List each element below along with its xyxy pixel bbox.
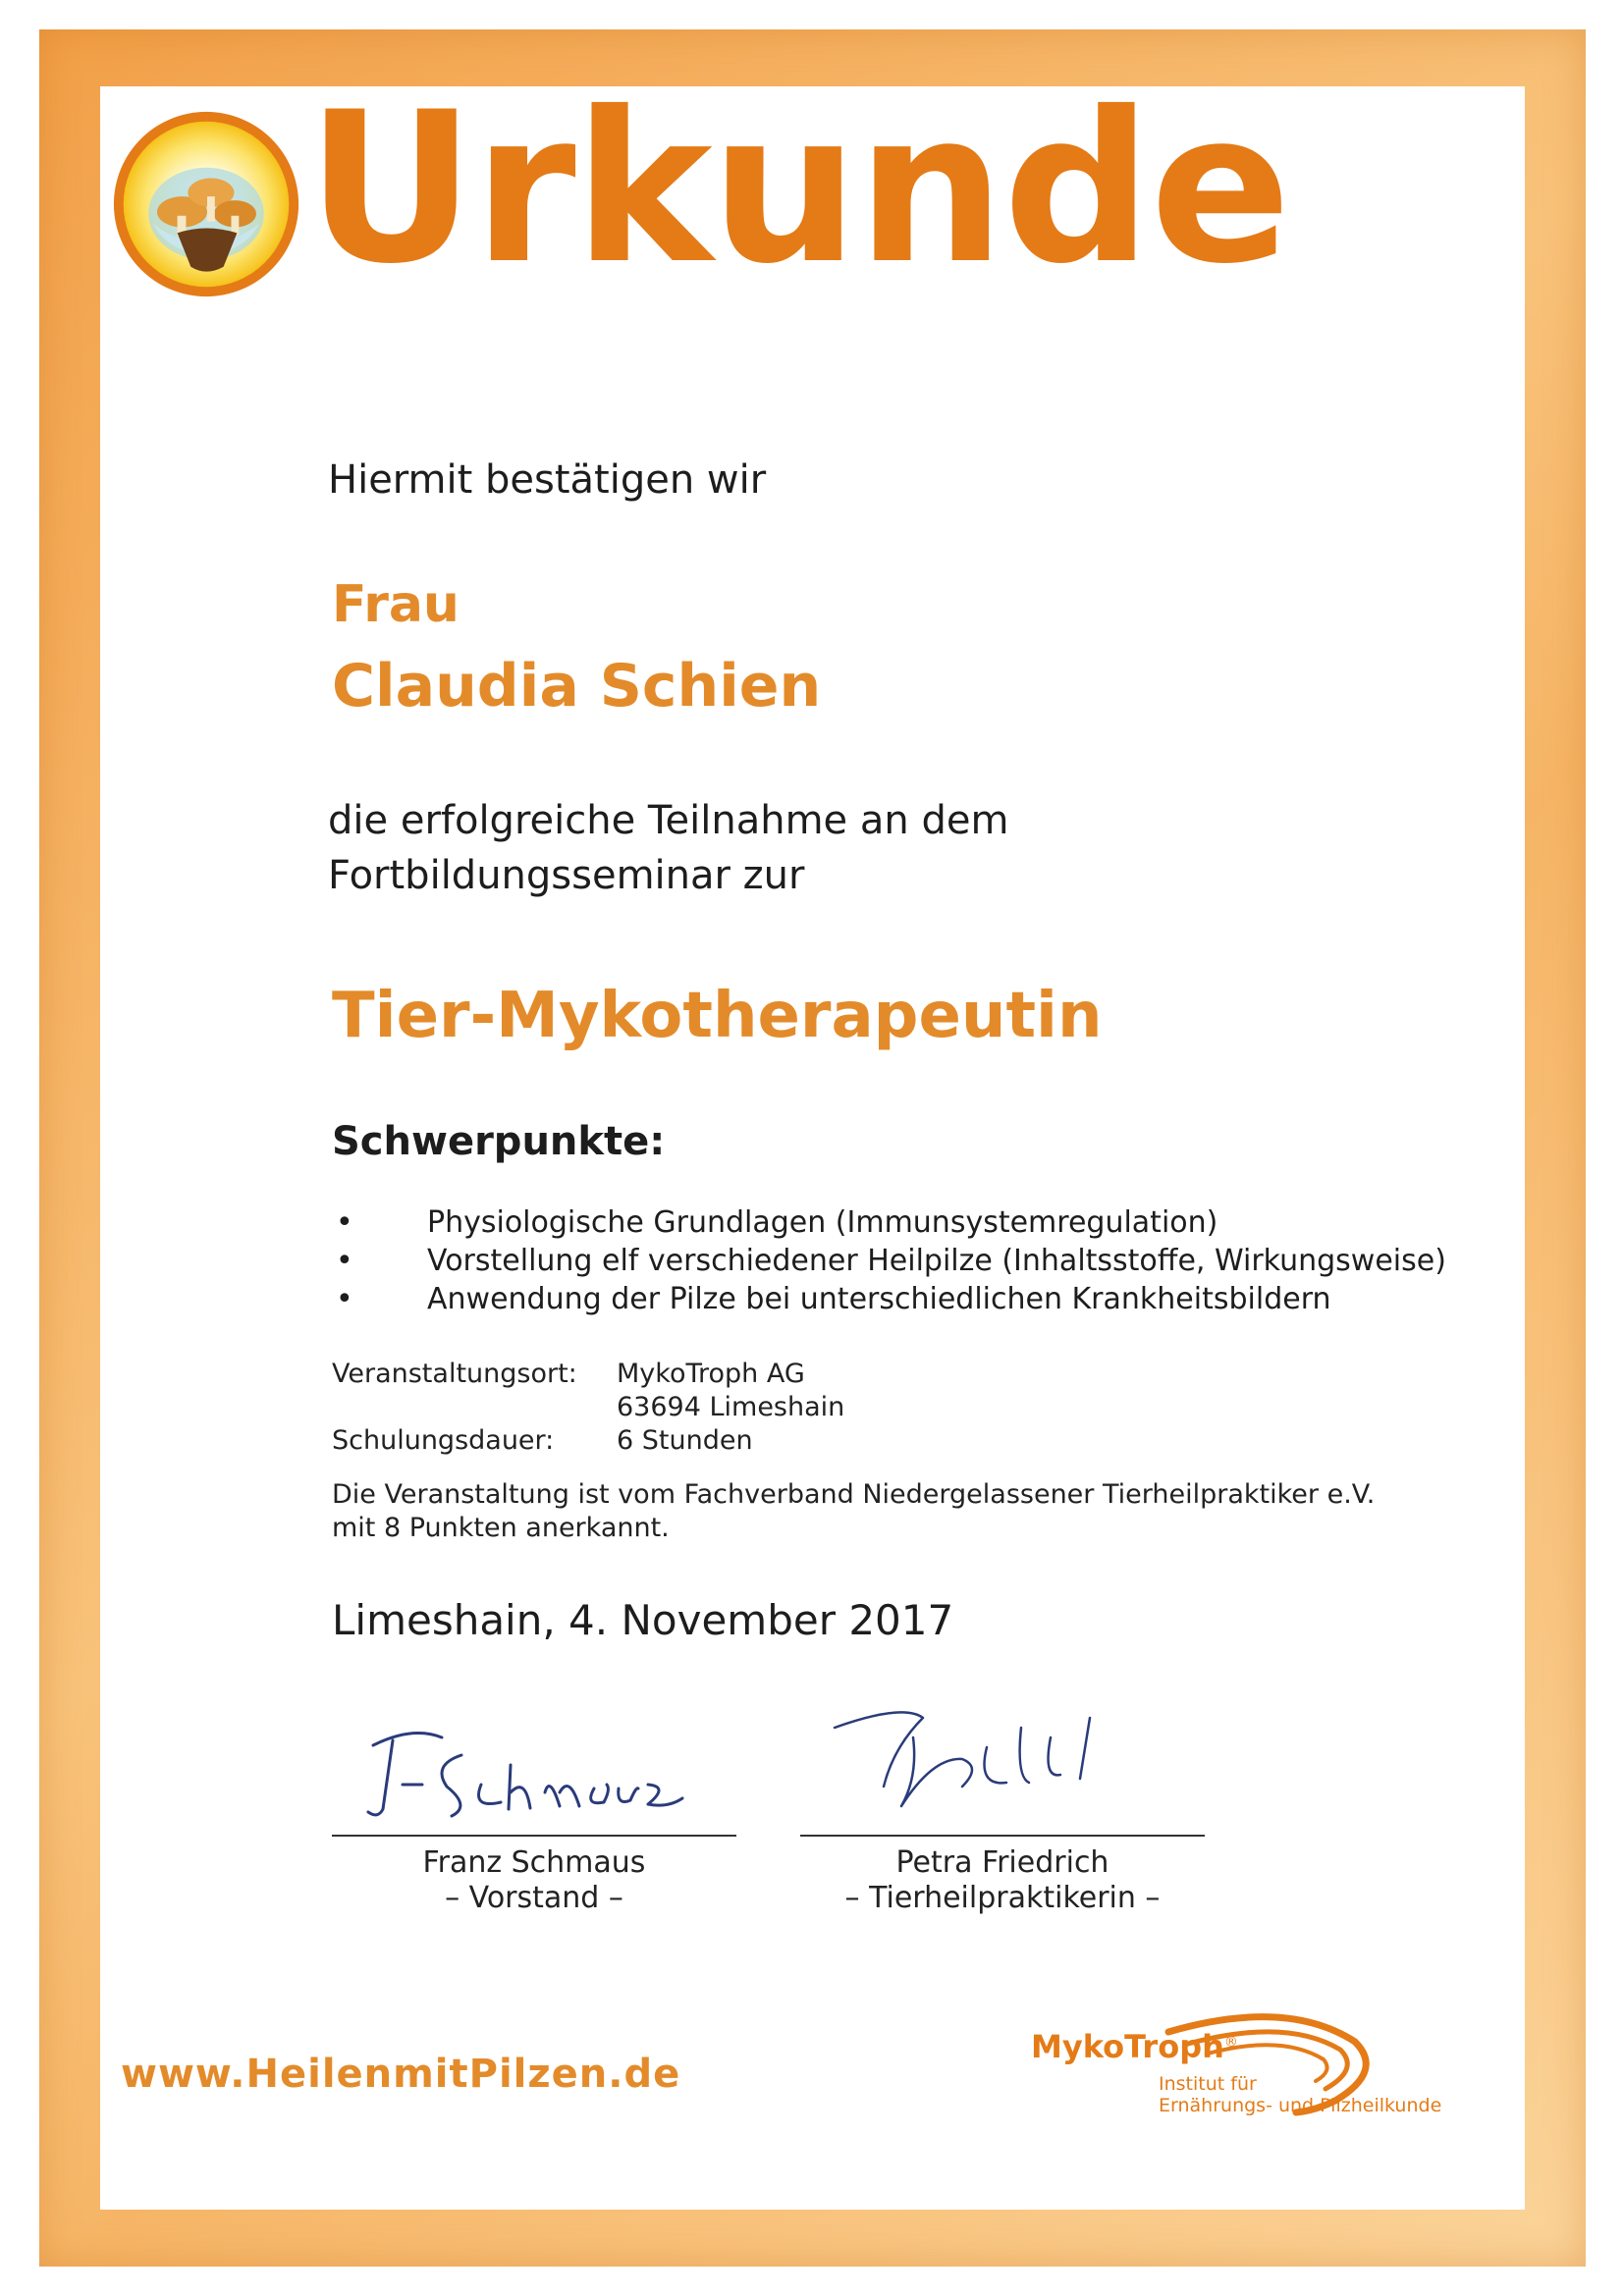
bullet-icon: •: [336, 1244, 353, 1278]
venue-label: Veranstaltungsort:: [332, 1359, 577, 1389]
signature-line-2: [800, 1835, 1205, 1837]
bullet-icon: •: [336, 1282, 353, 1316]
website-link[interactable]: www.HeilenmitPilzen.de: [121, 2052, 681, 2097]
signatory-2-name: Petra Friedrich: [895, 1845, 1109, 1880]
focus-list: [332, 1203, 1446, 1318]
venue-address: 63694 Limeshain: [617, 1392, 845, 1422]
accreditation-line-1: Die Veranstaltung ist vom Fachverband Niedergelassener Tierheilpraktiker e.V.: [332, 1479, 1376, 1510]
duration-value: 6 Stunden: [617, 1425, 753, 1456]
signature-schmaus: [353, 1716, 707, 1829]
bullet-icon: •: [336, 1205, 353, 1240]
description-line-1: die erfolgreiche Teilnahme an dem: [328, 798, 1009, 843]
brand-tagline: Institut für Ernährungs- und Pilzheilkunde: [1159, 2073, 1442, 2116]
focus-heading: Schwerpunkte:: [332, 1119, 666, 1164]
accreditation-line-2: mit 8 Punkten anerkannt.: [332, 1513, 670, 1543]
brand-name: MykoTroph®: [1031, 2028, 1238, 2065]
signature-line-1: [332, 1835, 736, 1837]
duration-label: Schulungsdauer:: [332, 1425, 555, 1456]
list-item: • Anwendung der Pilze bei unterschiedlichen Krankheitsbildern: [336, 1282, 1331, 1316]
place-and-date: Limeshain, 4. November 2017: [332, 1596, 954, 1644]
mushroom-logo-icon: [110, 108, 302, 300]
signatory-2-role: – Tierheilpraktikerin –: [844, 1881, 1161, 1915]
signatory-1: [332, 1845, 736, 1916]
intro-text: Hiermit bestätigen wir: [328, 457, 767, 503]
certificate-frame: [39, 29, 1586, 2267]
signatory-1-role: – Vorstand –: [445, 1881, 623, 1915]
description-line-2: Fortbildungsseminar zur: [328, 853, 805, 898]
signatory-1-name: Franz Schmaus: [422, 1845, 646, 1880]
accreditation-note: [332, 1478, 1375, 1545]
recipient-name: Claudia Schien: [332, 652, 822, 721]
list-item: • Physiologische Grundlagen (Immunsystemregulation): [336, 1205, 1218, 1240]
signatory-2: [800, 1845, 1205, 1916]
course-title: Tier-Mykotherapeutin: [332, 980, 1103, 1052]
signature-friedrich: [815, 1688, 1168, 1826]
list-item: • Vorstellung elf verschiedener Heilpilze (Inhaltsstoffe, Wirkungsweise): [336, 1244, 1446, 1278]
venue-name: MykoTroph AG: [617, 1359, 805, 1389]
description: [328, 793, 1008, 903]
certificate-title: Urkunde: [306, 67, 1290, 309]
salutation: Frau: [332, 575, 460, 634]
